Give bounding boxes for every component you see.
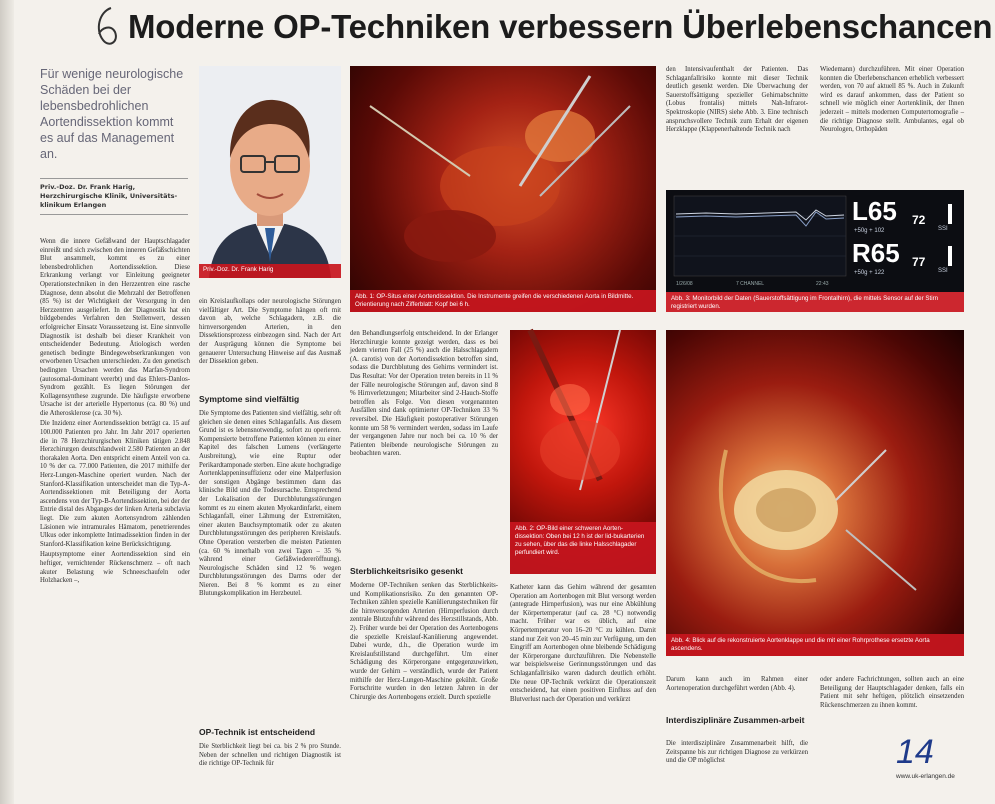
portrait-caption: Priv.-Doz. Dr. Frank Harig xyxy=(199,264,341,278)
paragraph: Wenn die innere Gefäßwand der Hauptschlagader einreißt und sich zwischen den inneren Gefäßschichten Blut ansammelt, kommt es zu einer lebensbedrohlichen Aortendissektion. Diese Erkrankung verlangt vor Einleitung geeigneter Operationstechniken in den Herzzentren eine rasche Diagnose, denn absolut die Mehrzahl der Betroffenen (85 %) ist der Wichtigkeit der Versorgung in den Herzzentren ausgeliefert. In der Diagnostik hat ein bildgebendes Verfahren den Stellenwert, dessen erfolgreicher Einsatz Voraussetzung ist. Eine sinnvolle Diagnostik ist deshalb bei dieser Krankheit von entscheidender Bedeutung. Ätiologisch werden genetisch bedingte Bindegewebserkrankungen von erworbenen Ursachen unterschieden. Zu den genetisch bedingten Ursachen werden das Marfan-Syndrom (autosomal-dominant vererbt) und das Ehlers-Danlos-Syndrom gezählt. Es liegen Störungen der Kollagensynthese zugrunde. Die häufigste erworbene Ursache ist der arterielle Hypertonus (ca. 80 %) und die Atherosklerose (ca. 30 %). xyxy=(40,238,190,417)
paragraph: Die Inzidenz einer Aortendissektion beträgt ca. 15 auf 100.000 Patienten pro Jahr. Im Jahr 2017 operierten die in 78 Herzchirurgischen Kliniken tätigen 2.848 Herzchirurgen deutschlandweit 2.580 Patienten an der thorakalen Aorta. Den entspricht einem Anteil von ca. 10 % der ca. 77.000 Patienten, die 2017 mithilfe der Herz-Lungen-Maschine operiert wurden. Nach der Stanford-Klassifikation unterscheidet man die Typ-A-Aortendissektionen mit Beteiligung der Aorta ascendens von der Typ-B-Aortendissektion, bei der der Entrie distal des Abganges der linken Arteria subclavia liegt. Die zum akuten Aortensyndrom zählenden Läsionen wie intramurales Hämatom, penetrierendes Ulkus oder inkomplette Intimadissektion finden in der Stanford-Klassifikation keine Berücksichtigung. xyxy=(40,420,190,548)
text-column-4b xyxy=(510,584,656,703)
right-channel-value: R65 xyxy=(852,238,900,268)
surgery-photo-4 xyxy=(666,330,964,656)
caption-abb1: Abb. 1: OP-Situs einer Aortendissektion. Die Instrumente greifen die verschiedenen Aorta in Bildmitte. Orientierung nach Zifferblatt: Kopf bei 6 h. xyxy=(350,290,656,312)
paragraph: Die interdisziplinäre Zusammenarbeit hilft, die Zeitspanne bis zur richtigen Diagnose zu verkürzen und die OP möglichst xyxy=(666,740,808,765)
nirs-monitor-screen xyxy=(666,190,964,292)
left-side-tag: SSI xyxy=(938,226,948,232)
right-channel-small: 77 xyxy=(912,255,926,269)
subhead-sterblichkeit: Sterblichkeitsrisiko gesenkt xyxy=(350,566,463,576)
divider xyxy=(40,178,188,179)
text-column-1 xyxy=(40,238,190,798)
text-column-2a xyxy=(199,298,341,388)
left-channel-value: L65 xyxy=(852,196,897,226)
text-column-2c xyxy=(199,743,341,799)
text-column-4d xyxy=(666,740,808,798)
handwritten-mark xyxy=(85,4,125,52)
text-column-5b xyxy=(820,676,964,732)
paragraph: Katheter kann das Gehirn während der gesamten Operation am Aortenbogen mit Blut versorgt werden (antegrade Hirnperfusion), was nur eine Abkühlung der Körpertemperatur (auf ca. 28 °C) notwendig macht. Früher war es üblich, auf eine Körpertemperatur von 16–20 °C zu kühlen. Damit stand nur Zeit von 20–45 min zur Verfügung, um den Eingriff am Aortenbogen ohne bleibende Schädigung der Körperorgane durchzuführen. Die Nebenstelle war beispielsweise Gerinnungsstörungen und das Schlaganfallrisiko waren dadurch deutlich erhöht. Die neue OP-Technik verkürzt die Operationszeit entscheidend, hat einen positiven Einfluss auf den Blutverlust nach der Operation und verkürzt xyxy=(510,584,656,703)
paragraph: Hauptsymptome einer Aortendissektion sind ein heftiger, vernichtender Rückenschmerz – oft nach akuter Belastung wie Schneeschaufeln oder Holzhacken –, xyxy=(40,551,190,585)
divider xyxy=(40,214,188,215)
subhead-interdisziplinaer: Interdisziplinäre Zusammen-arbeit xyxy=(666,715,805,725)
caption-abb3: Abb. 3: Monitorbild der Daten (Sauerstoffsättigung im Frontalhirn), die mittels Sensor auf der Stirn registriert wurden. xyxy=(666,292,964,312)
text-column-4c xyxy=(666,676,808,700)
monitor-footer-right: 22:43 xyxy=(816,281,829,287)
paragraph: oder andere Fachrichtungen, sollten auch an eine Beteiligung der Hauptschlagader denken, falls ein Patient mit sehr heftigen, plötzlich einsetzenden Rückenschmerzen zu ihnen kommt. xyxy=(820,676,964,709)
surgery-photo-1-image xyxy=(350,66,656,312)
paragraph: Wiedemann) durchzuführen. Mit einer Operation konnten die Überlebenschancen erheblich verbessert werden, von 70 auf aktuell 85 %. Auch in Zukunft wird es darauf ankommen, dass der Patient so schnell wie möglich einer Aortenklinik, der Ihnen jederzeit – mittels modernen Computertomografie – die richtige Diagnose stellt. Ambulantes, egal ob Neurologen, Orthopäden xyxy=(820,66,964,134)
paragraph: Moderne OP-Techniken senken das Sterblichkeits- und Komplikationsrisiko. Zu den genannten OP-Techniken zählen spezielle Kanülierungstechniken für die hirnversorgenden Arterien (Hirnperfusion durch zentrale Blutzufuhr während des Herzstillstands, Abb. 2). Früher wurde bei der Operation des Aortenbogens die spezielle Kreislauf-Kanülierung angewendet. Dabei wurde, d.h., die Operation wurde im Kreislaufstillstand durchgeführt. Um einer Schädigung des Körperorgane entgegenzuwirken, wurde der Gehirn – verständlich, wurde der Patient mithilfe der Herz-Lungen-Maschine gekühlt. Große Fortschritte wurden in den letzten Jahren in der Chirurgie des Aortenbogens erzielt. Durch spezielle xyxy=(350,582,498,701)
subhead-op-technik: OP-Technik ist entscheidend xyxy=(199,727,316,737)
text-column-3b xyxy=(350,582,498,798)
right-side-tag: SSI xyxy=(938,268,948,274)
paragraph: ein Kreislaufkollaps oder neurologische Störungen vielfältiger Art. Die Symptome hängen oft mit davon ab, welche Schlagadern, z.B. die hirnversorgenden Arterien, in den Dissektionsprozess einbezogen sind. Nach der Art der Ausprägung können die Symptome bei genauerer Untersuchung Hinweise auf das Ausmaß der Dissektion geben. xyxy=(199,298,341,366)
monitor-footer-left: 1/26/08 xyxy=(676,281,693,287)
paragraph: Die Sterblichkeit liegt bei ca. bis 2 % pro Stunde. Neben der schnellen und richtigen Diagnostik ist die richtige OP-Technik für xyxy=(199,743,341,768)
caption-abb4: Abb. 4: Blick auf die rekonstruierte Aortenklappe und die mit einer Rohrprothese ersetzte Aorta ascendens. xyxy=(666,634,964,656)
article-headline: Moderne OP-Techniken verbessern Überlebenschancen xyxy=(128,8,993,45)
left-channel-sub: +50g + 102 xyxy=(854,228,885,234)
text-column-2b xyxy=(199,410,341,710)
portrait-image xyxy=(199,66,341,278)
caption-abb2: Abb. 2: OP-Bild einer schweren Aorten-dissektion: Oben bei 12 h ist der lid-bukarterien zu sehen, über das die linke Halsschlagader perfundiert wird. xyxy=(510,522,656,574)
paragraph: Darum kann auch im Rahmen einer Aortenoperation durchgeführt werden (Abb. 4). xyxy=(666,676,808,692)
left-channel-small: 72 xyxy=(912,213,926,227)
paragraph: den Behandlungserfolg entscheidend. In der Erlanger Herzchirurgie konnte gezeigt werden, dass es bei jedem vierten Fall (25 %) auch die Halsschlagadern (A. carotis) von der Aortendissektion betroffen sind, sodass die Durchblutung des Gehirns vermindert ist. Das Resultat: Vor der Operation treten bereits in 11 % der Fälle neurologische Störungen auf, davon sind 8 % Hirnverletzungen; Mitarbeiter sind 2-Hauch-Stoffe betroffen als Folge. Von diesen vorgenannten Ausfällen sind dank optimierter OP-Techniken 33 % reversibel. Die Häufigkeit postoperativer Störungen konnte um 58 % vermindert werden, sodass im Laufe der vergangenen Jahre nur noch bei ca. 10 % der Patienten bleibende neurologische Störungen zu beobachten waren. xyxy=(350,330,498,458)
footer-url: www.uk-erlangen.de xyxy=(896,773,955,780)
intro-text: Für wenige neurologische Schäden bei der lebensbedrohlichen Aortendissektion kommt es auf das Management an. xyxy=(40,67,184,161)
right-channel-sub: +50g + 122 xyxy=(854,270,885,276)
text-column-3a xyxy=(350,330,498,552)
page-number: 14 xyxy=(896,733,934,771)
surgery-photo-2 xyxy=(510,330,656,574)
text-column-4a xyxy=(666,66,808,188)
text-column-5a xyxy=(820,66,964,188)
page-binding-shadow xyxy=(0,0,14,804)
surgery-photo-1 xyxy=(350,66,656,312)
monitor-footer-mid: 7 CHANNEL xyxy=(736,281,765,287)
nirs-monitor-graph xyxy=(666,190,964,292)
subhead-symptome: Symptome sind vielfältig xyxy=(199,394,300,404)
paragraph: Die Symptome des Patienten sind vielfältig, sehr oft gleichen sie denen eines Schlaganfalls. Aus diesem Grund ist es lebensnotwendig, sofort zu operieren. Kompensierte betroffene Patienten können zu einer Kapitel des falschen Lumens (verlängerte Ausbreitung), wie eine Ruptur oder Perikardtamponade sterben. Eine akute hochgradige Aortenklappeninsuffizienz oder eine Malperfusion der sonstigen Abgänge bestimmen dann das klinische Bild und die Todesursache. Entsprechend der Lokalisation der Durchblutungsstörungen kommt es zu einem akuten Myokardinfarkt, einem Schlaganfall, einer Lähmung der Extremitäten, einer akuten Bauchsymptomatik oder zu akuten Durchblutungsstörungen des peripheren Kreislaufs. Ohne Operation versterben die meisten Patienten (ca. 60 % innerhalb von zwei Tagen – 35 % während einer Gefäßwiedereröffnung). Neurologische Schäden sind 12 % wegen Durchblutungsstörungen des Darms oder der Nieren. Bei 8 % kommt es zu einer Blutungskomplikation im Herzbeutel. xyxy=(199,410,341,598)
surgery-photo-4-image xyxy=(666,330,964,656)
author-credit: Priv.-Doz. Dr. Frank Harig, Herzchirurgische Klinik, Universitäts-klinikum Erlangen xyxy=(40,183,178,209)
author-portrait xyxy=(199,66,341,278)
paragraph: den Intensivaufenthalt der Patienten. Das Schlaganfallrisiko konnte mit dieser Technik deutlich gesenkt werden. Die Überwachung der Sauerstoffsättigung spezieller Gehirnabschnitte (Lobus frontalis) mittels Nah-Infrarot-Spektroskopie (NIRS) siehe Abb. 3. Eine technisch anspruchsvollere Technik zum Erhalt der eigenen Herzklappe (Klappenerhaltende Technik nach xyxy=(666,66,808,134)
